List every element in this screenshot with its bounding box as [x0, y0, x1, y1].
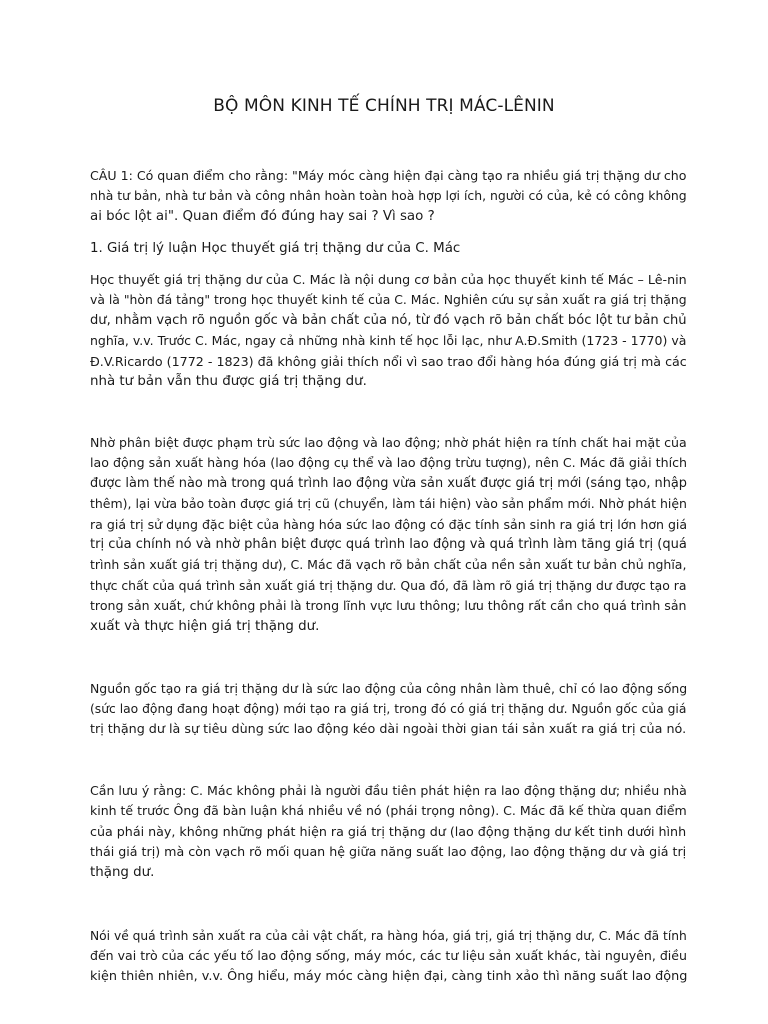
paragraph-line: Học thuyết giá trị thặng dư của C. Mác là nội dung cơ bản của học thuyết kinh tế Mác – Lê-nin [90, 272, 687, 287]
paragraph-line: Cần lưu ý rằng: C. Mác không phải là người đầu tiên phát hiện ra lao động thặng dư; nhiều nhà [90, 783, 687, 798]
question-line: nhà tư bản, nhà tư bản và công nhân hoàn toàn hoà hợp lợi ích, người có của, kẻ có công không [90, 188, 687, 204]
paragraph-line: thực chất của quá trình sản xuất giá trị thặng dư. Qua đó, đã làm rõ giá trị thặng dư được tạo ra [90, 577, 687, 593]
paragraph-line: trình sản xuất giá trị thặng dư), C. Mác đã vạch rõ bản chất của nền sản xuất tư bản chủ nghĩa, [90, 557, 687, 573]
paragraph-5 [90, 926, 690, 987]
paragraph-line: nhà tư bản vẫn thu được giá trị thặng dư. [90, 374, 367, 390]
document-title: BỘ MÔN KINH TẾ CHÍNH TRỊ MÁC-LÊNIN [213, 96, 555, 116]
paragraph-line: của phái này, không những phát hiện ra giá trị thặng dư (lao động thặng dư kết tinh dưới hình [90, 823, 687, 839]
paragraph-1 [90, 270, 690, 392]
paragraph-3 [90, 679, 690, 740]
paragraph-line: và là "hòn đá tảng" trong học thuyết kinh tế của C. Mác. Nghiên cứu sự sản xuất ra giá trị thặng [90, 292, 687, 308]
paragraph-line: dư, nhằm vạch rõ nguồn gốc và bản chất của nó, từ đó vạch rõ bản chất bóc lột tư bản chủ [90, 312, 687, 328]
paragraph-line: (sức lao động đang hoạt động) mới tạo ra giá trị, trong đó có giá trị thặng dư. Nguồn gốc của giá [90, 702, 687, 717]
question-line: CÂU 1: Có quan điểm cho rằng: "Máy móc càng hiện đại càng tạo ra nhiều giá trị thặng dư cho [90, 168, 687, 183]
paragraph-line: xuất và thực hiện giá trị thặng dư. [90, 618, 320, 634]
paragraph-line: thêm), lại vừa bảo toàn được giá trị cũ (chuyển, làm tái hiện) vào sản phẩm mới. Nhờ phát hiện [90, 496, 687, 512]
question-paragraph [90, 166, 690, 227]
paragraph-line: đến vai trò của các yếu tố lao động sống, máy móc, các tư liệu sản xuất khác, tài nguyên, điều [90, 948, 687, 964]
paragraph-line: trị của chính nó và nhờ phân biệt được quá trình lao động và quá trình làm tăng giá trị (quá [90, 537, 687, 553]
section-heading-line: 1. Giá trị lý luận Học thuyết giá trị thặng dư của C. Mác [90, 241, 461, 256]
question-line: ai bóc lột ai". Quan điểm đó đúng hay sai ? Vì sao ? [90, 208, 435, 224]
paragraph-line: nghĩa, v.v. Trước C. Mác, ngay cả những nhà kinh tế học lỗi lạc, như A.Đ.Smith (1723 - 1770) và [90, 333, 687, 349]
section-heading [90, 239, 690, 259]
paragraph-line: trong sản xuất, chứ không phải là trong lĩnh vực lưu thông; lưu thông rất cần cho quá trình sản [90, 598, 687, 614]
paragraph-line: kinh tế trước Ông đã bàn luận khá nhiều về nó (phái trọng nông). C. Mác đã kế thừa quan điểm [90, 803, 687, 819]
paragraph-line: Nhờ phân biệt được phạm trù sức lao động và lao động; nhờ phát hiện ra tính chất hai mặt của [90, 435, 687, 450]
paragraph-line: lao động sản xuất hàng hóa (lao động cụ thể và lao động trừu tượng), nên C. Mác đã giải thích [90, 455, 688, 471]
paragraph-4 [90, 781, 690, 883]
paragraph-line: Nói về quá trình sản xuất ra của cải vật chất, ra hàng hóa, giá trị, giá trị thặng dư, C. Mác đã tính [90, 929, 687, 943]
paragraph-line: thái giá trị) mà còn vạch rõ mối quan hệ giữa năng suất lao động, lao động thặng dư và giá trị [90, 844, 687, 860]
paragraph-line: trị thặng dư là sự tiêu dùng sức lao động kéo dài ngoài thời gian tái sản xuất ra giá trị của nó. [90, 721, 687, 737]
paragraph-2 [90, 433, 690, 637]
paragraph-line: thặng dư. [90, 864, 155, 880]
paragraph-line: Đ.V.Ricardo (1772 - 1823) đã không giải thích nổi vì sao trao đổi hàng hóa đúng giá trị mà các [90, 353, 687, 369]
paragraph-line: được làm thế nào mà trong quá trình lao động vừa sản xuất được giá trị mới (sáng tạo, nhập [90, 475, 687, 491]
paragraph-line: ra giá trị sử dụng đặc biệt của hàng hóa sức lao động có đặc tính sản sinh ra giá trị lớn hơn giá [90, 516, 688, 532]
paragraph-line: kiện thiên nhiên, v.v. Ông hiểu, máy móc càng hiện đại, càng tinh xảo thì năng suất lao động [90, 968, 688, 984]
paragraph-line: Nguồn gốc tạo ra giá trị thặng dư là sức lao động của công nhân làm thuê, chỉ có lao động sống [90, 681, 688, 696]
